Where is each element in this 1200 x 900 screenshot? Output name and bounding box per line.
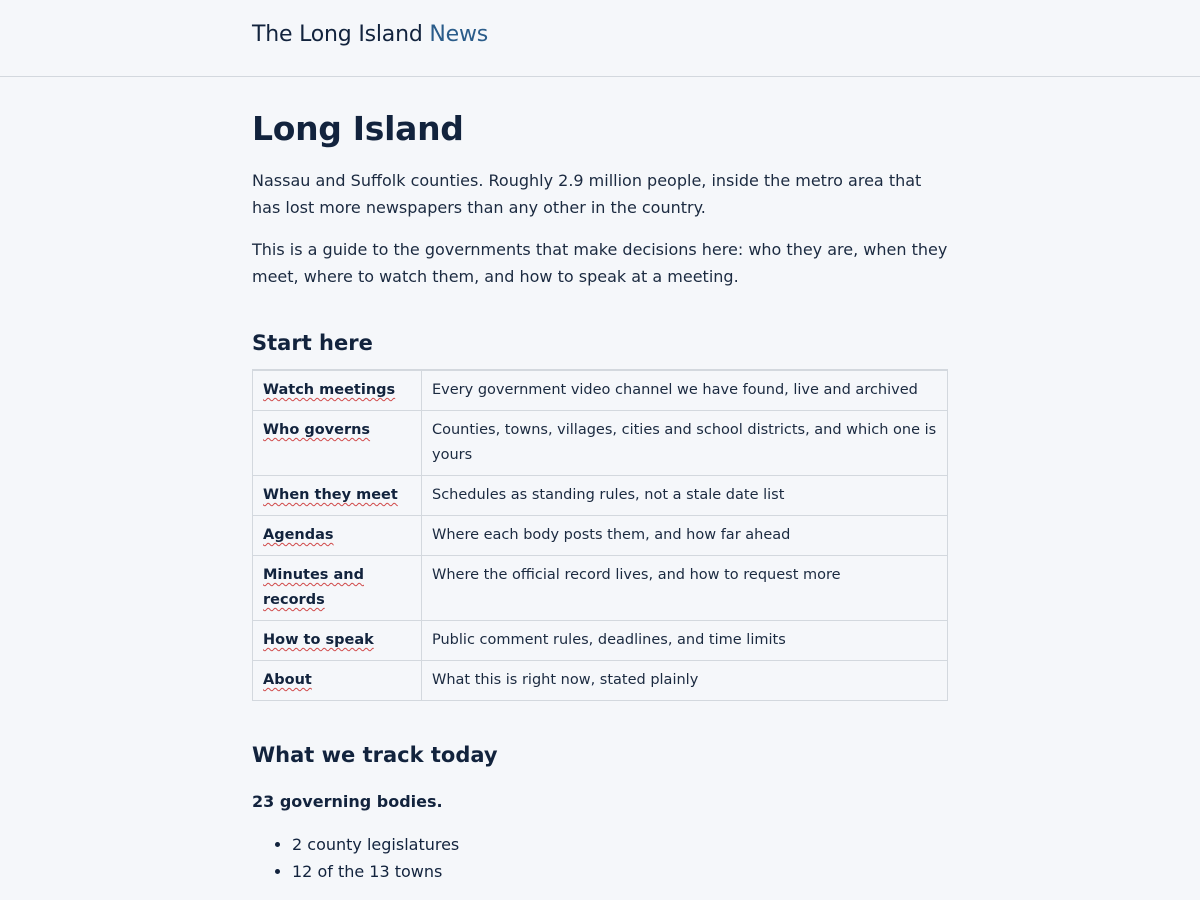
intro-paragraph-1: Nassau and Suffolk counties. Roughly 2.9 million people, inside the metro area that has lost more newspapers than any other in the country. [252,171,922,217]
row-description: Schedules as standing rules, not a stale date list [422,476,948,516]
page-title: Long Island [252,109,464,148]
site-header [0,0,1200,77]
table-row [253,371,948,411]
table-row [253,556,948,621]
start-here-table [252,369,948,701]
table-row [253,516,948,556]
link-agendas[interactable]: Agendas [263,527,334,543]
start-here-heading: Start here [252,331,373,355]
link-about[interactable]: About [263,672,312,688]
link-watch-meetings[interactable]: Watch meetings [263,382,396,398]
list-item: • 12 of the 13 towns [292,858,948,885]
site-brand[interactable] [252,22,488,47]
row-description: Where the official record lives, and how to request more [422,556,948,621]
table-row [253,476,948,516]
table-row [253,411,948,476]
row-description: Counties, towns, villages, cities and school districts, and which one is yours [422,411,948,476]
link-how-to-speak[interactable]: How to speak [263,632,374,648]
table-row [253,621,948,661]
row-description: Public comment rules, deadlines, and time limits [422,621,948,661]
link-when-they-meet[interactable]: When they meet [263,487,398,503]
row-description: What this is right now, stated plainly [422,661,948,701]
row-description: Where each body posts them, and how far ahead [422,516,948,556]
main-content [252,77,948,885]
brand-accent: News [429,22,489,47]
row-description: Every government video channel we have found, live and archived [422,371,948,411]
brand-name: The Long Island [252,22,423,47]
table-row [253,661,948,701]
tracked-list [252,831,948,885]
intro-paragraph-2: This is a guide to the governments that make decisions here: who they are, when they meet, where to watch them, and how to speak at a meeting. [252,240,948,286]
governing-bodies-count: 23 governing bodies. [252,792,443,811]
link-minutes-and-records[interactable]: Minutes and records [263,567,364,608]
tracking-heading: What we track today [252,743,498,767]
list-item: • 2 county legislatures [292,831,948,858]
link-who-governs[interactable]: Who governs [263,422,371,438]
